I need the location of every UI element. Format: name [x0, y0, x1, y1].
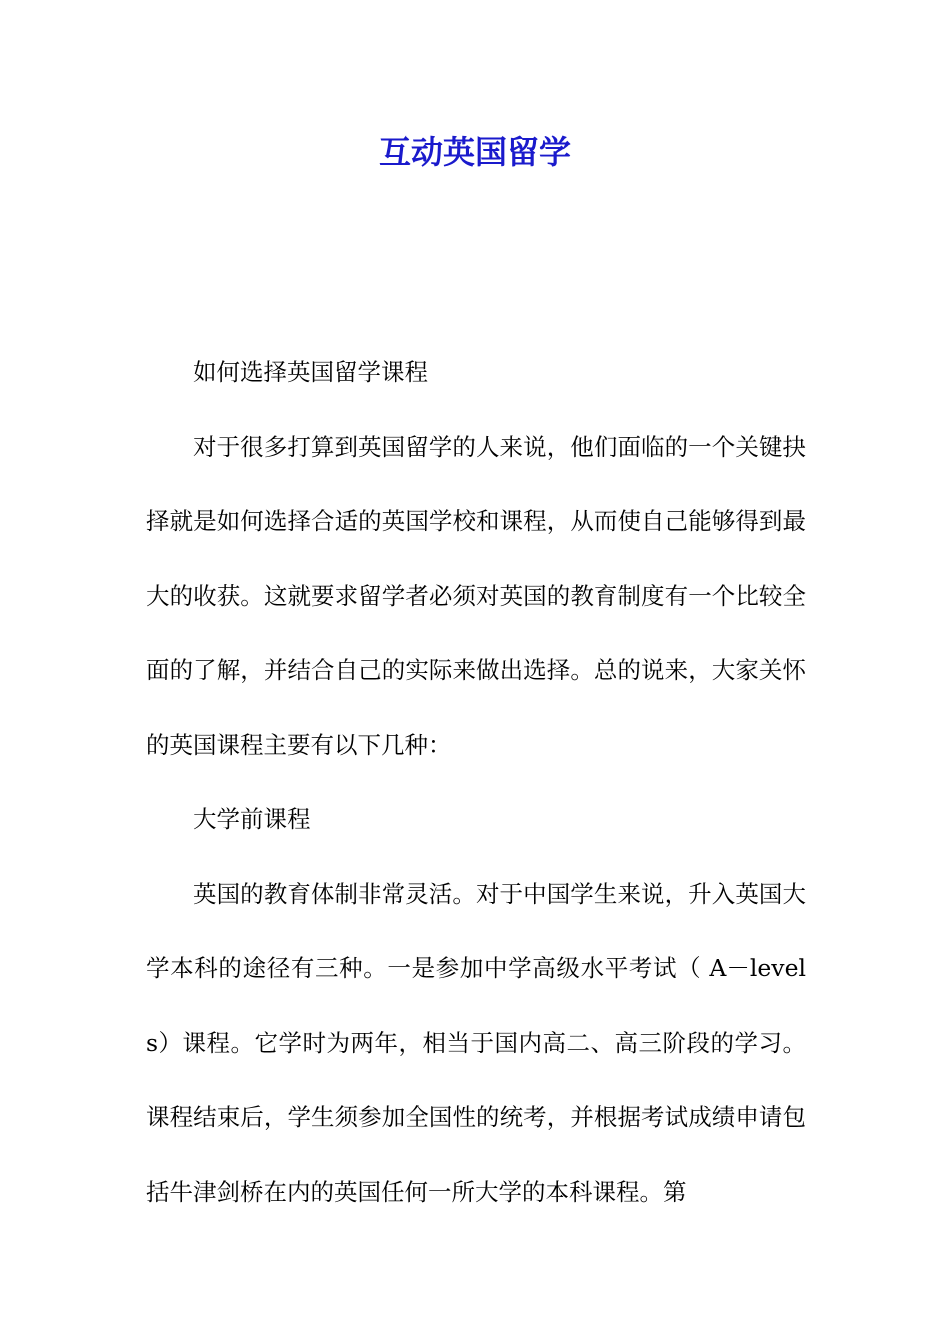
document-body — [146, 335, 806, 1229]
section-heading-pre-university: 大学前课程 — [193, 805, 311, 833]
paragraph-introduction: 对于很多打算到英国留学的人来说，他们面临的一个关键抉择就是如何选择合适的英国学校和课程，从而使自己能够得到最大的收获。这就要求留学者必须对英国的教育制度有一个比较全面的了解，并结合自己的实际来做出选择。总的说来，大家关怀的英国课程主要有以下几种： — [146, 432, 806, 759]
document-title: 互动英国留学 — [378, 133, 571, 171]
section-heading-course-selection: 如何选择英国留学课程 — [193, 358, 428, 386]
paragraph-education-system: 英国的教育体制非常灵活。对于中国学生来说，升入英国大学本科的途径有三种。一是参加中学高级水平考试（ A－levels）课程。它学时为两年，相当于国内高二、高三阶段的学习。课程结束后，学生须参加全国性的统考，并根据考试成绩申请包括牛津剑桥在内的英国任何一所大学的本科课程。第 — [146, 879, 806, 1206]
